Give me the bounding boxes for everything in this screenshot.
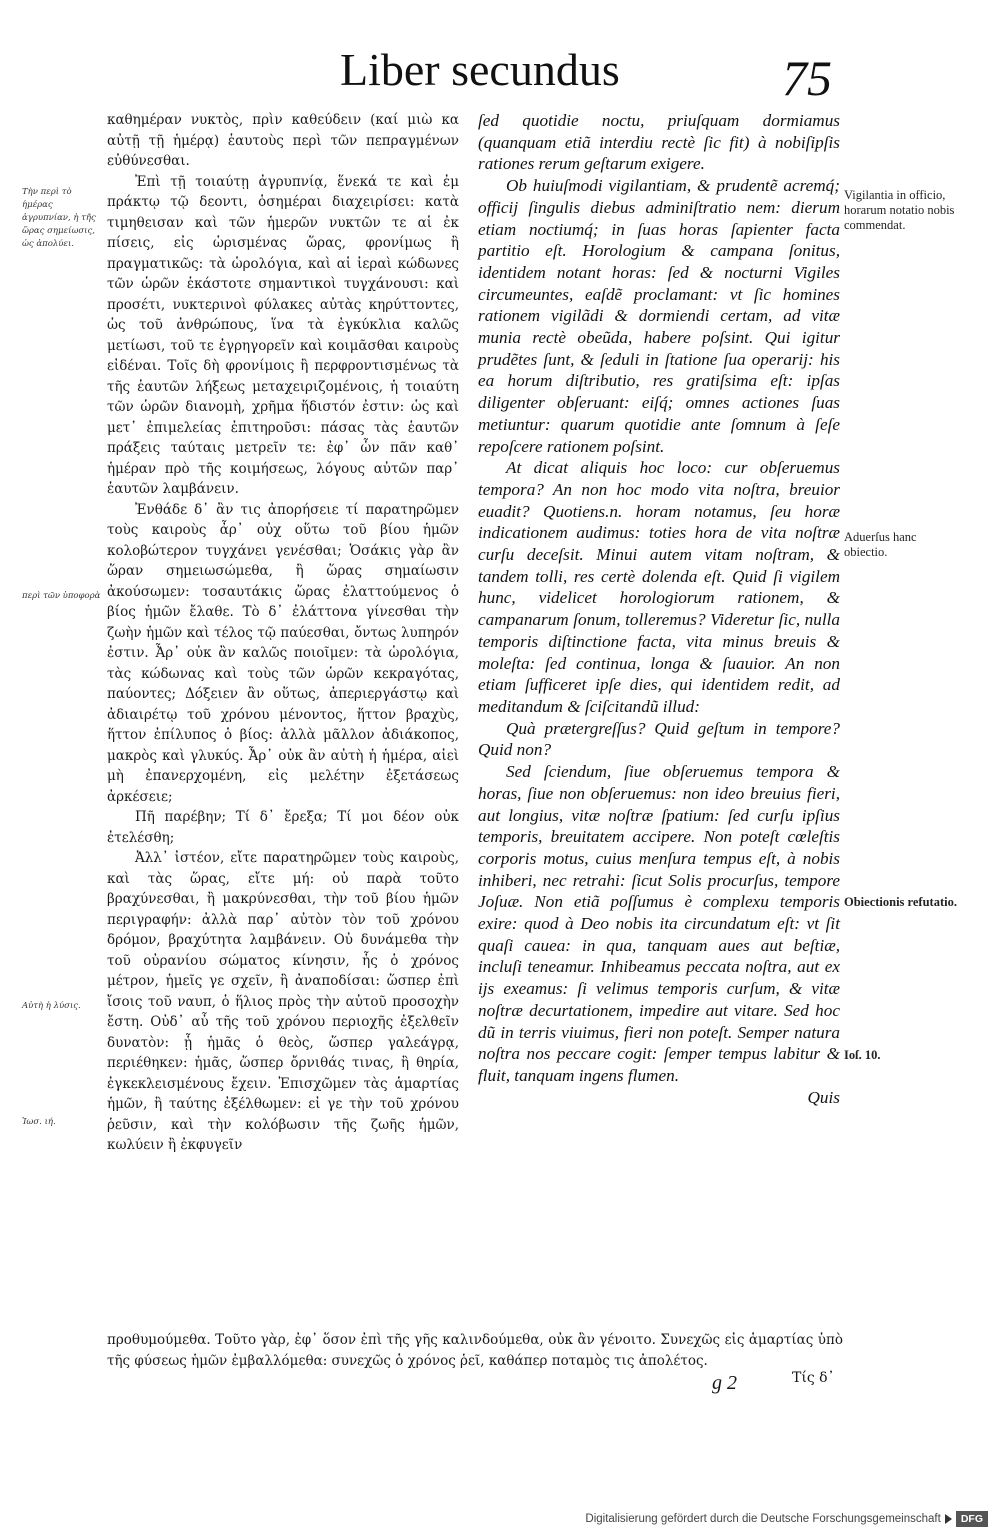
dfg-logo: DFG <box>956 1511 988 1527</box>
greek-paragraph: καθημέραν νυκτὸς, πρὶν καθεύδειν (καί μιὼ κα αὐτῇ τῇ ἡμέρᾳ) ἑαυτοὺς περὶ τῶν πεπραγμένων εὐθύνεσθαι. <box>107 112 459 169</box>
latin-paragraph: At dicat aliquis hoc loco: cur obſeruemus tempora? An non hoc modo vita noſtra, breuior euadit? Quotiens.n. horam notamus, ſeu horæ indicationem audimus: toties hora de vita noſtræ curſu deceſsit. Minui autem vitam noſtram, & tandem tolli, res certè dolenda eſt. Quid ſi vigilem hunc, videlicet horologiorum rationem, & campanarum ſonum, tolleremus? Videretur ſic, nulla temporis diſtinctione facta, vita minus breuis & moleſta: ſed continua, longa & ſuauior. An non etiam ſufficeret ipſe dies, qui identidem redit, ad meditandum & ſciſcitandũ illud: <box>478 458 840 716</box>
latin-paragraph: Sed ſciendum, ſiue obſeruemus tempora & horas, ſiue non obſeruemus: non ideo breuius fieri, aut longius, vitæ noſtræ ſpatium: ſed curſu ipſius temporis, breuitatem accipere. Non poteſt cœleſtis corporis motus, cuius menſura tempus eſt, à nobis inhiberi, nec retrahi: ſicut Solis procurſus, tempore Joſuæ. Non etiã poſſumus è complexu temporis exire: quod à Deo nobis ita circundatum eſt: vt ſit quaſi cauea: in qua, tanquam aues aut beſtiæ, incluſi teneamur. Inhibeamus peccata noſtra, aut ex ijs exeamus: ſi velimus temporis curſum, & vitæ noſtræ decurtationem, impedire aut vitare. Sed hoc dũ in terris viuimus, fieri non poteſt. Semper natura noſtra nos peccare cogit: ſemper tempus labitur & fluit, tanquam ingens flumen. <box>478 762 840 1085</box>
left-margin-note: Αὐτὴ ἡ λύσις. <box>22 1001 81 1011</box>
arrow-right-icon <box>945 1514 952 1524</box>
catchword: Τίς δ᾽ <box>792 1370 835 1386</box>
signature-mark: g 2 <box>712 1372 737 1394</box>
latin-text-column <box>478 110 840 1340</box>
left-margin-note: Ἰωσ. ιή. <box>22 1117 56 1127</box>
digitization-note: Digitalisierung gefördert durch die Deutsche Forschungsgemeinschaft <box>585 1513 941 1525</box>
greek-paragraph: Ἐνθάδε δ᾽ ἂν τις ἀπορήσειε τί παρατηρῶμεν τοὺς καιροὺς ἆρ᾽ οὐχ οὕτω τοῦ βίου ἡμῶν κολοβώτερον τυγχάνει γενέσθαι; Ὁσάκις γὰρ ἂν ὥραν σημειωσώμεθα, ἢ ὥρας σημαίωσιν ἀκούσωμεν: τοσαυτάκις ὥρας ἐλαττούμενος ὁ βίος ἡμῶν ἔλαθε. Τὸ δ᾽ ἐλάττονα γίνεσθαι τὴν ζωὴν ἡμῶν καὶ τέλος τῷ παύεσθαι, ὄντως λυπηρόν ἐστιν. Ἆρ᾽ οὐκ ἂν καλῶς ποιοῖμεν: τὰ ὡρολόγια, τὰς κώδωνας καὶ τοὺς τῶν ὡρῶν κεκραγότας, παύοντες; Δόξειεν ἂν οὕτως, ἀπεριεργάστῳ καὶ ἀδιαιρέτῳ τοῦ χρόνου μένοντος, ἥττον βραχὺς, ἥττον ἐπίλυπος ὁ βίος: ἀλλὰ μᾶλλον ἀδιάκοπος, μακρὸς καὶ γλυκύς. Ἆρ᾽ οὐκ ἂν αὐτὴ ἡ ἡμέρα, αἰεὶ μὴ ἐπανερχομένη, εἰς μελέτην ἐξετάσεως ἀρκέσειε; <box>107 501 459 805</box>
right-margin-note: Aduerſus hanc obiectio. <box>844 530 917 559</box>
greek-verse: Πῆ παρέβην; Τί δ᾽ ἔρεξα; Τί μοι δέον οὐκ ἐτελέσθη; <box>107 809 459 846</box>
latin-paragraph: Ob huiuſmodi vigilantiam, & prudentẽ acremq́; officij ſingulis diebus adminiſtratio nem: dierum etiam noctiumq́; in ſuas horas ſapienter facta partitio eſt. Horologium & campana ſonitus, identidem notant horas: ſed & nocturni Vigiles circumeuntes, eaſdẽ proclamant: vt ſic homines rationem vigilãdi & dormiendi certam, ad vitæ munia rectè obeũda, habere poſsint. Qui igitur prudẽtes ſunt, & ſeduli in ſtatione ſua operarij: his ea horum diſtributio, res gratiſsima eſt: ipſas diligenter obſeruant: eiſq́; omnes actiones ſuas metiuntur: quarum quotidie ante ſomnum à ſeſe repoſcere rationem poſsint. <box>478 176 840 456</box>
greek-footer-text: προθυμούμεθα. Τοῦτο γὰρ, ἐφ᾽ ὅσον ἐπὶ τῆς γῆς καλινδούμεθα, οὐκ ἂν γένοιτο. Συνεχῶς εἰς ἁμαρτίας ὑπὸ τῆς φύσεως ἡμῶν ἐμβαλλόμεθα: συνεχῶς ὁ χρόνος ῥεῖ, καθάπερ ποταμὸς τις ἀπολέτος. <box>107 1332 843 1369</box>
greek-text-column <box>107 110 459 1340</box>
digitization-footer <box>585 1510 988 1528</box>
right-margin-note: Obiectionis refutatio. <box>844 895 957 909</box>
right-margin-note: Vigilantia in officio, horarum notatio nobis commendat. <box>844 188 955 232</box>
latin-catchword: Quis <box>807 1087 840 1107</box>
latin-verse: Quà prætergreſſus? Quid geſtum in tempore? Quid non? <box>478 718 840 760</box>
left-margin-note: περὶ τῶν ὑποφορὰ <box>22 591 101 601</box>
left-margin-note: Τὴν περὶ τὸ ἡμέρας ἀγρυπνίαν, ἡ τῆς ὥρας σημείωσις, ὡς ἀπολύει. <box>22 187 96 249</box>
latin-paragraph: ſed quotidie noctu, priuſquam dormiamus (quanquam etiã interdiu rectè ſic fit) à nobiſipſis rationes rerum geſtarum exigere. <box>478 111 840 174</box>
right-margin-note: Ioſ. 10. <box>844 1048 881 1062</box>
greek-paragraph: Ἀλλ᾽ ἰστέον, εἴτε παρατηρῶμεν τοὺς καιροὺς, καὶ τὰς ὥρας, εἴτε μή: οὐ παρὰ τοῦτο βραχύνεσθαι, ἢ μακρύνεσθαι, τὴν τοῦ βίου ἡμῶν περιγραφήν: ἀλλὰ παρ᾽ αὐτὸν τὸν τοῦ χρόνου δρόμον, βραχύτητα λαμβάνειν. Οὐ δυνάμεθα τὴν τοῦ οὐρανίου σώματος κίνησιν, ἧς ὁ χρόνος μέτρον, ἡμεῖς γε σχεῖν, ἢ ἀναποδίσαι: ὥσπερ ἐπὶ ἴσοις τοῦ ναυπ, ὁ ἥλιος πρὸς τὴν αὐτοῦ προσοχὴν ἔστη. Οὐδ᾽ αὖ τῆς τοῦ χρόνου περιοχῆς ἐξελθεῖν δυνατὸν: ᾗ ἡμᾶς ὁ θεὸς, ὥσπερ γαλεάγρᾳ, περιέθηκεν: ἡμᾶς, ὥσπερ ὄρνιθάς τινας, ἢ θηρία, ἐγκεκλεισμένους ἔχειν. Ἐπισχῶμεν τὰς ἁμαρτίας ἡμῶν, ἢ ταύτης ἐξέλθωμεν: εἰ γε τὴν τοῦ χρόνου ῥεῦσιν, καὶ τὴν κολόβωσιν τῆς ζωῆς ἡμῶν, κωλύειν ἢ ἐκφυγεῖν <box>107 850 459 1153</box>
greek-paragraph: Ἐπὶ τῇ τοιαύτῃ ἀγρυπνίᾳ, ἕνεκά τε καὶ ἐμ πράκτῳ τῷ δεοντι, ὁσημέραι διαχειρίσει: κατὰ τιμηθεισαν καὶ τῶν ἡμερῶν νυκτῶν τε αἱ ἐκ πίσεις, εἰς ὡρισμένας ὥρας, φρονίμως ἢ πραγματικῶς: τὰ ὡρολόγια, καὶ αἱ ἱεραὶ κώδωνες τῶν ὡρῶν ἑκάστοτε σημαντικοὶ τυγχάνουσι: καὶ προσέτι, νυκτερινοὶ φύλακες αὐτὰς κηρύττοντες, ὡς τοῦ ἀνθρώπους, ἵνα τὰ ἐγκύκλια καλῶς μετίωσι, τοῦ τε ἐγρηγορεῖν καὶ κοιμᾶσθαι καιροὺς εἰδέναι. Τοῖς δὴ φρονίμοις ἢ περφροντισμένως τὰ τῆς ἑαυτῶν λήξεως μεταχειριζομένοις, ἡ τοιαύτη τῶν ὡρῶν διανομὴ, χρῆμα ἥδιστόν ἐστιν: ὡς καὶ μετ᾽ ἐπιμελείας ἐπιτηροῦσι: πάσας τὰς ἑαυτῶν πράξεις ταύταις μετρεῖν τε: ἐφ᾽ ὧν πᾶν καθ᾽ ἡμέραν πρὸ τῆς κοιμήσεως, λόγους αὐτῶν παρ᾽ ἑαυτῶν λαμβάνειν. <box>107 173 459 497</box>
running-title: Liber secundus <box>340 44 620 95</box>
folio-number: 75 <box>782 50 832 106</box>
